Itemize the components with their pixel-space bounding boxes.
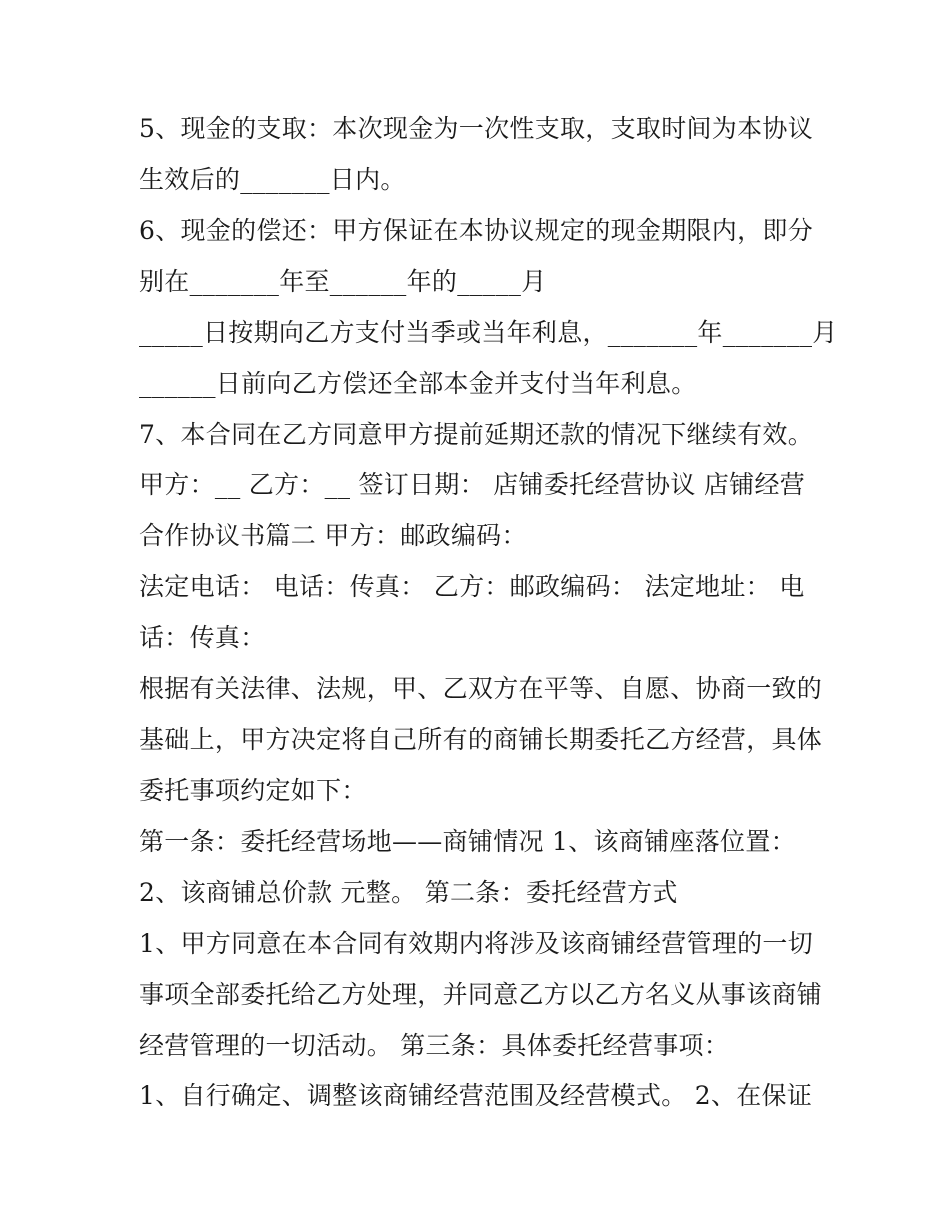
text-line: ______日前向乙方偿还全部本金并支付当年利息。 [139, 369, 697, 398]
text-line: 第一条：委托经营场地——商铺情况 1、该商铺座落位置： [139, 827, 796, 856]
text-line: 7、本合同在乙方同意甲方提前延期还款的情况下继续有效。 [139, 420, 814, 449]
text-line: 甲方：__ 乙方：__ 签订日期： 店铺委托经营协议 店铺经营 [139, 470, 806, 499]
text-line: 经营管理的一切活动。 第三条：具体委托经营事项： [139, 1031, 730, 1060]
text-line: _____日按期向乙方支付当季或当年利息，_______年_______月 [139, 318, 838, 347]
text-line: 事项全部委托给乙方处理，并同意乙方以乙方名义从事该商铺 [139, 980, 823, 1009]
text-line: 话：传真： [139, 623, 266, 652]
text-line: 1、甲方同意在本合同有效期内将涉及该商铺经营管理的一切 [139, 929, 814, 958]
text-line: 委托事项约定如下： [139, 776, 367, 805]
text-line: 根据有关法律、法规，甲、乙双方在平等、自愿、协商一致的 [139, 674, 823, 703]
text-line: 2、该商铺总价款 元整。 第二条：委托经营方式 [139, 878, 678, 907]
text-line: 合作协议书篇二 甲方：邮政编码： [139, 521, 527, 550]
text-line: 法定电话： 电话：传真： 乙方：邮政编码： 法定地址： 电 [139, 572, 805, 601]
text-line: 基础上，甲方决定将自己所有的商铺长期委托乙方经营，具体 [139, 725, 823, 754]
text-line: 6、现金的偿还：甲方保证在本协议规定的现金期限内，即分 [139, 216, 814, 245]
text-line: 别在_______年至______年的_____月 [139, 267, 547, 296]
text-line: 5、现金的支取：本次现金为一次性支取，支取时间为本协议 [139, 114, 814, 143]
text-line: 生效后的_______日内。 [139, 165, 406, 194]
text-line: 1、自行确定、调整该商铺经营范围及经营模式。 2、在保证 [139, 1081, 813, 1110]
